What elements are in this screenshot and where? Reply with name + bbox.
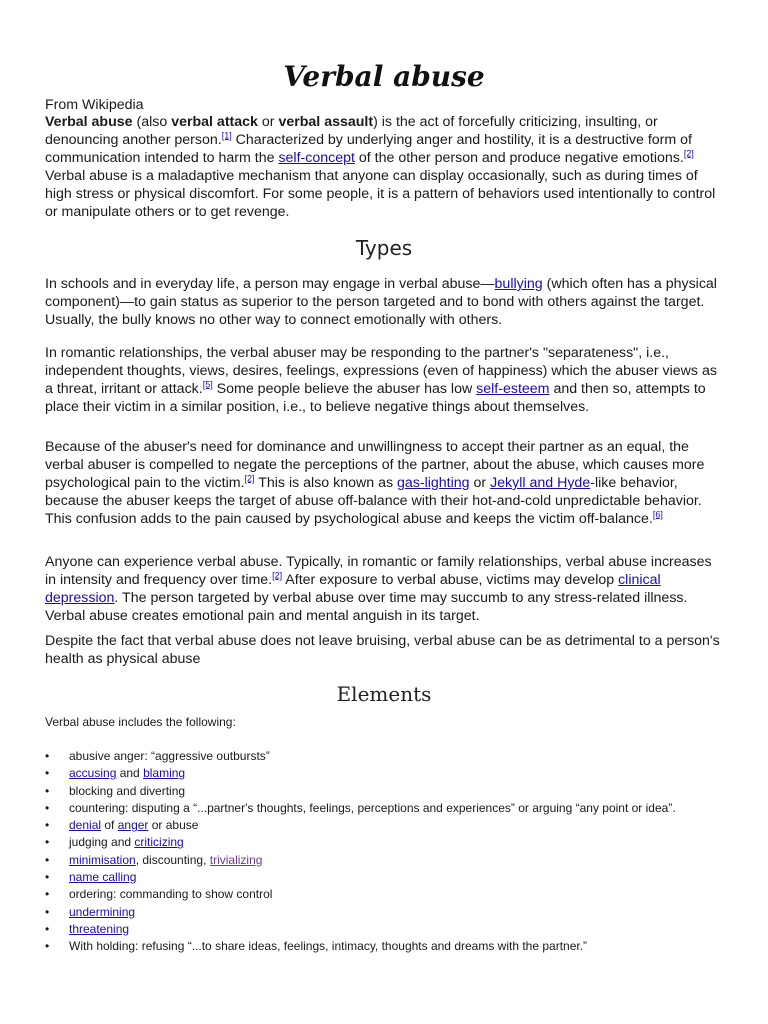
- reference-link[interactable]: [2]: [244, 473, 255, 484]
- item-text: blocking and diverting: [69, 783, 186, 798]
- item-text: countering: disputing a “...partner's thoughts, feelings, perceptions and experiences” or arguing “any point or idea”.: [69, 800, 676, 815]
- item-text: of: [101, 818, 118, 833]
- term-bold: verbal assault: [278, 114, 374, 130]
- text-run: (also: [132, 114, 172, 130]
- bullet: •: [45, 783, 50, 798]
- link-minimisation[interactable]: minimisation: [69, 852, 136, 867]
- link-clinical-depression[interactable]: clinical depression: [45, 572, 661, 606]
- reference-link[interactable]: [5]: [202, 379, 213, 390]
- text-run: or: [257, 114, 279, 130]
- list-item: [45, 886, 745, 903]
- item-text: ordering: commanding to show control: [69, 887, 273, 902]
- reference-link[interactable]: [6]: [652, 509, 663, 520]
- text-run: . The person targeted by verbal abuse over time may succumb to any stress-related illness. Verbal abuse creates emotional pain and mental anguish in its target.: [45, 590, 688, 624]
- intro-paragraph: [45, 113, 725, 221]
- text-run: Characterized by underlying anger and hostility, it is a destructive form of communication intended to harm the: [45, 132, 692, 166]
- text-run: In schools and in everyday life, a person may engage in verbal abuse—: [45, 276, 495, 292]
- text-run: (which often has a physical component)—to gain status as superior to the person targeted and to bond with others against the target. Usually, the bully knows no other way to connect emotionally with others.: [45, 276, 717, 328]
- item-text: With holding: refusing “...to share ideas, feelings, intimacy, thoughts and dreams with the partner.”: [69, 939, 588, 954]
- link-name-calling[interactable]: name calling: [69, 870, 137, 885]
- list-item: [45, 938, 745, 955]
- list-item: [45, 765, 745, 782]
- link-bullying[interactable]: bullying: [494, 276, 543, 292]
- list-item: [45, 783, 745, 800]
- reference-link[interactable]: [1]: [221, 130, 232, 141]
- link-jekyll-and-hyde[interactable]: Jekyll and Hyde: [490, 475, 591, 491]
- bullet: •: [45, 818, 50, 833]
- text-run: Verbal abuse is a maladaptive mechanism that anyone can display occasionally, such as during times of high stress or physical discomfort. For some people, it is a pattern of behaviors used intentionally to control or manipulate others or to get revenge.: [45, 168, 716, 220]
- link-accusing[interactable]: accusing: [69, 766, 117, 781]
- text-run: Some people believe the abuser has low: [212, 381, 477, 397]
- list-item: [45, 817, 745, 834]
- item-text: or abuse: [148, 818, 199, 833]
- text-run: -like behavior, because the abuser keeps the target of abuse off-balance with their hot-and-cold unpredictable behavior. This confusion adds to the pain caused by psychological abuse and keeps the victim off-balance.: [45, 475, 702, 527]
- item-text: judging and: [69, 835, 135, 850]
- text-run: This is also known as: [254, 475, 397, 491]
- page-title: Verbal abuse: [283, 60, 485, 93]
- source-attribution: From Wikipedia: [45, 97, 144, 113]
- types-paragraph-2: [45, 344, 725, 416]
- types-paragraph-3: [45, 438, 725, 528]
- link-trivializing[interactable]: trivializing: [209, 852, 263, 867]
- text-run: Anyone can experience verbal abuse. Typically, in romantic or family relationships, verbal abuse increases in intensity and frequency over time.: [45, 554, 712, 588]
- link-anger[interactable]: anger: [117, 818, 149, 833]
- link-criticizing[interactable]: criticizing: [134, 835, 184, 850]
- term-bold: Verbal abuse: [45, 114, 133, 130]
- types-paragraph-4: [45, 553, 725, 625]
- bullet: •: [45, 887, 50, 902]
- link-self-esteem[interactable]: self-esteem: [476, 381, 550, 397]
- reference-link[interactable]: [2]: [272, 570, 283, 581]
- item-text: , discounting,: [135, 852, 210, 867]
- term-bold: verbal attack: [171, 114, 258, 130]
- bullet: •: [45, 835, 50, 850]
- text-run: of the other person and produce negative emotions.: [354, 150, 684, 166]
- types-paragraph-1: [45, 275, 725, 329]
- bullet: •: [45, 800, 50, 815]
- section-heading-elements: Elements: [336, 682, 432, 706]
- list-item: [45, 834, 745, 851]
- list-item: [45, 904, 745, 921]
- elements-list: [45, 748, 745, 956]
- link-self-concept[interactable]: self-concept: [278, 150, 355, 166]
- bullet: •: [45, 904, 50, 919]
- list-item: [45, 800, 745, 817]
- reference-link[interactable]: [2]: [683, 148, 694, 159]
- list-item: [45, 852, 745, 869]
- text-run: In romantic relationships, the verbal abuser may be responding to the partner's "separateness", i.e., independent thoughts, views, desires, feelings, expressions (even of happiness) which the abuser views as a threat, irritant or attack.: [45, 345, 717, 397]
- text-run: Because of the abuser's need for dominance and unwillingness to accept their partner as an equal, the verbal abuser is compelled to negate the perceptions of the partner, about the abuse, which causes more psychological pain to the victim.: [45, 439, 705, 491]
- bullet: •: [45, 852, 50, 867]
- link-blaming[interactable]: blaming: [143, 766, 186, 781]
- bullet: •: [45, 921, 50, 936]
- bullet: •: [45, 870, 50, 885]
- link-denial[interactable]: denial: [69, 818, 102, 833]
- list-item: [45, 748, 745, 765]
- bullet: •: [45, 766, 50, 781]
- text-run: After exposure to verbal abuse, victims may develop: [282, 572, 619, 588]
- types-paragraph-5: Despite the fact that verbal abuse does not leave bruising, verbal abuse can be as detrimental to a person's health as physical abuse: [45, 633, 720, 667]
- item-text: and: [116, 766, 144, 781]
- section-heading-types: Types: [355, 236, 413, 260]
- text-run: ) is the act of forcefully criticizing, insulting, or denouncing another person.: [45, 114, 658, 148]
- bullet: •: [45, 749, 50, 763]
- text-run: and then so, attempts to place their victim in a similar position, i.e., to believe negative things about themselves.: [45, 381, 706, 415]
- elements-intro: Verbal abuse includes the following:: [45, 715, 236, 729]
- list-item: [45, 869, 745, 886]
- link-threatening[interactable]: threatening: [69, 921, 130, 936]
- link-undermining[interactable]: undermining: [69, 904, 136, 919]
- text-run: or: [469, 475, 491, 491]
- item-text: abusive anger: “aggressive outbursts”: [69, 749, 270, 763]
- link-gas-lighting[interactable]: gas-lighting: [397, 475, 470, 491]
- list-item: [45, 921, 745, 938]
- bullet: •: [45, 939, 50, 954]
